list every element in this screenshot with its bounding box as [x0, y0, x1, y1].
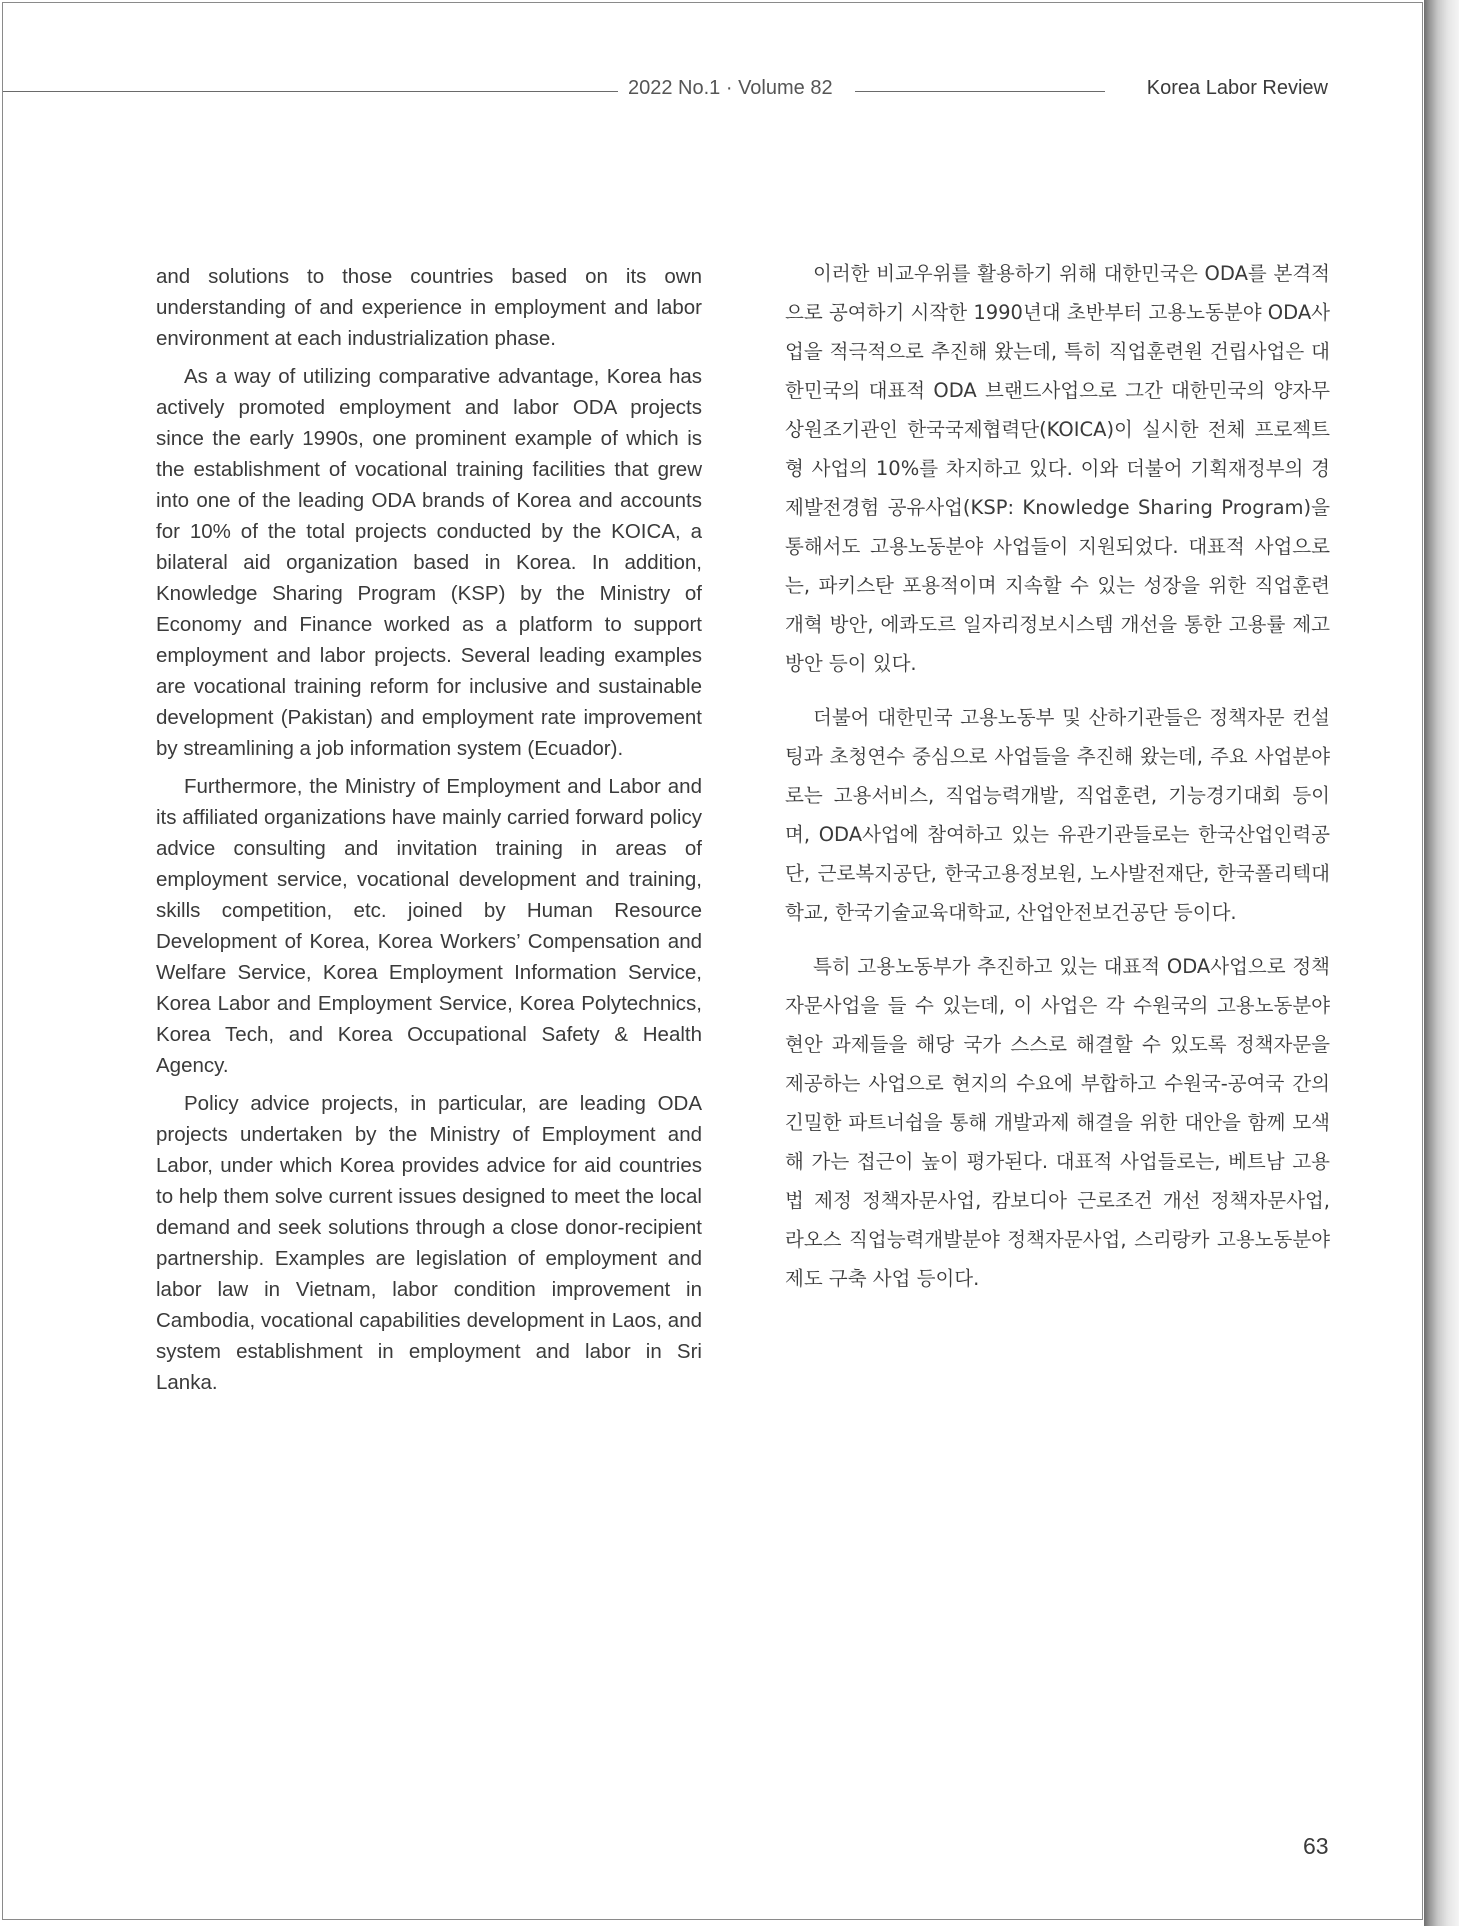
english-paragraph: Furthermore, the Ministry of Employment and Labor and its affiliated organizations have mainly carried forward policy advice consulting and invitation training in areas of employment service, vocational development and training, skills competition, etc. joined by Human Resource Development of Korea, Korea Workers’ Compensation and Welfare Service, Korea Employment Information Service, Korea Labor and Employment Service, Korea Polytechnics, Korea Tech, and Korea Occupational Safety & Health Agency.	[156, 775, 702, 1077]
page	[2, 2, 1423, 1920]
page-edge	[1424, 0, 1459, 1926]
running-header	[3, 77, 1427, 107]
header-rule-right	[855, 91, 1105, 92]
english-column	[156, 261, 702, 1405]
korean-paragraph: 특히 고용노동부가 추진하고 있는 대표적 ODA사업으로 정책자문사업을 들 수 있는데, 이 사업은 각 수원국의 고용노동분야 현안 과제들을 해당 국가 스스로 해결할 수 있도록 정책자문을 제공하는 사업으로 현지의 수요에 부합하고 수원국-공여국 간의 긴밀한 파트너쉽을 통해 개발과제 해결을 위한 대안을 함께 모색해 가는 접근이 높이 평가된다. 대표적 사업들로는, 베트남 고용법 제정 정책자문사업, 캄보디아 근로조건 개선 정책자문사업, 라오스 직업능력개발분야 정책자문사업, 스리랑카 고용노동분야 제도 구축 사업 등이다.	[785, 955, 1330, 1290]
korean-paragraph: 이러한 비교우위를 활용하기 위해 대한민국은 ODA를 본격적으로 공여하기 시작한 1990년대 초반부터 고용노동분야 ODA사업을 적극적으로 추진해 왔는데, 특히 직업훈련원 건립사업은 대한민국의 대표적 ODA 브랜드사업으로 그간 대한민국의 양자무상원조기관인 한국국제협력단(KOICA)이 실시한 전체 프로젝트형 사업의 10%를 차지하고 있다. 이와 더불어 기획재정부의 경제발전경험 공유사업(KSP: Knowledge Sharing Program)을 통해서도 고용노동분야 사업들이 지원되었다. 대표적 사업으로는, 파키스탄 포용적이며 지속할 수 있는 성장을 위한 직업훈련 개혁 방안, 에콰도르 일자리정보시스템 개선을 통한 고용률 제고 방안 등이 있다.	[785, 262, 1330, 675]
english-paragraph: Policy advice projects, in particular, are leading ODA projects undertaken by the Ministry of Employment and Labor, under which Korea provides advice for aid countries to help them solve current issues designed to meet the local demand and seek solutions through a close donor-recipient partnership. Examples are legislation of employment and labor law in Vietnam, labor condition improvement in Cambodia, vocational capabilities development in Laos, and system establishment in employment and labor in Sri Lanka.	[156, 1092, 702, 1394]
header-rule-left	[3, 91, 618, 92]
korean-column	[785, 254, 1330, 1313]
journal-title: Korea Labor Review	[1146, 77, 1328, 99]
page-number: 63	[1303, 1833, 1329, 1859]
english-paragraph: and solutions to those countries based on its own understanding of and experience in employment and labor environment at each industrialization phase.	[156, 265, 702, 350]
korean-paragraph: 더불어 대한민국 고용노동부 및 산하기관들은 정책자문 컨설팅과 초청연수 중심으로 사업들을 추진해 왔는데, 주요 사업분야로는 고용서비스, 직업능력개발, 직업훈련, 기능경기대회 등이며, ODA사업에 참여하고 있는 유관기관들로는 한국산업인력공단, 근로복지공단, 한국고용정보원, 노사발전재단, 한국폴리텍대학교, 한국기술교육대학교, 산업안전보건공단 등이다.	[785, 706, 1330, 924]
issue-label: 2022 No.1 · Volume 82	[628, 77, 833, 99]
english-paragraph: As a way of utilizing comparative advantage, Korea has actively promoted employment and labor ODA projects since the early 1990s, one prominent example of which is the establishment of vocational training facilities that grew into one of the leading ODA brands of Korea and accounts for 10% of the total projects conducted by the KOICA, a bilateral aid organization based in Korea. In addition, Knowledge Sharing Program (KSP) by the Ministry of Economy and Finance worked as a platform to support employment and labor projects. Several leading examples are vocational training reform for inclusive and sustainable development (Pakistan) and employment rate improvement by streamlining a job information system (Ecuador).	[156, 365, 702, 760]
